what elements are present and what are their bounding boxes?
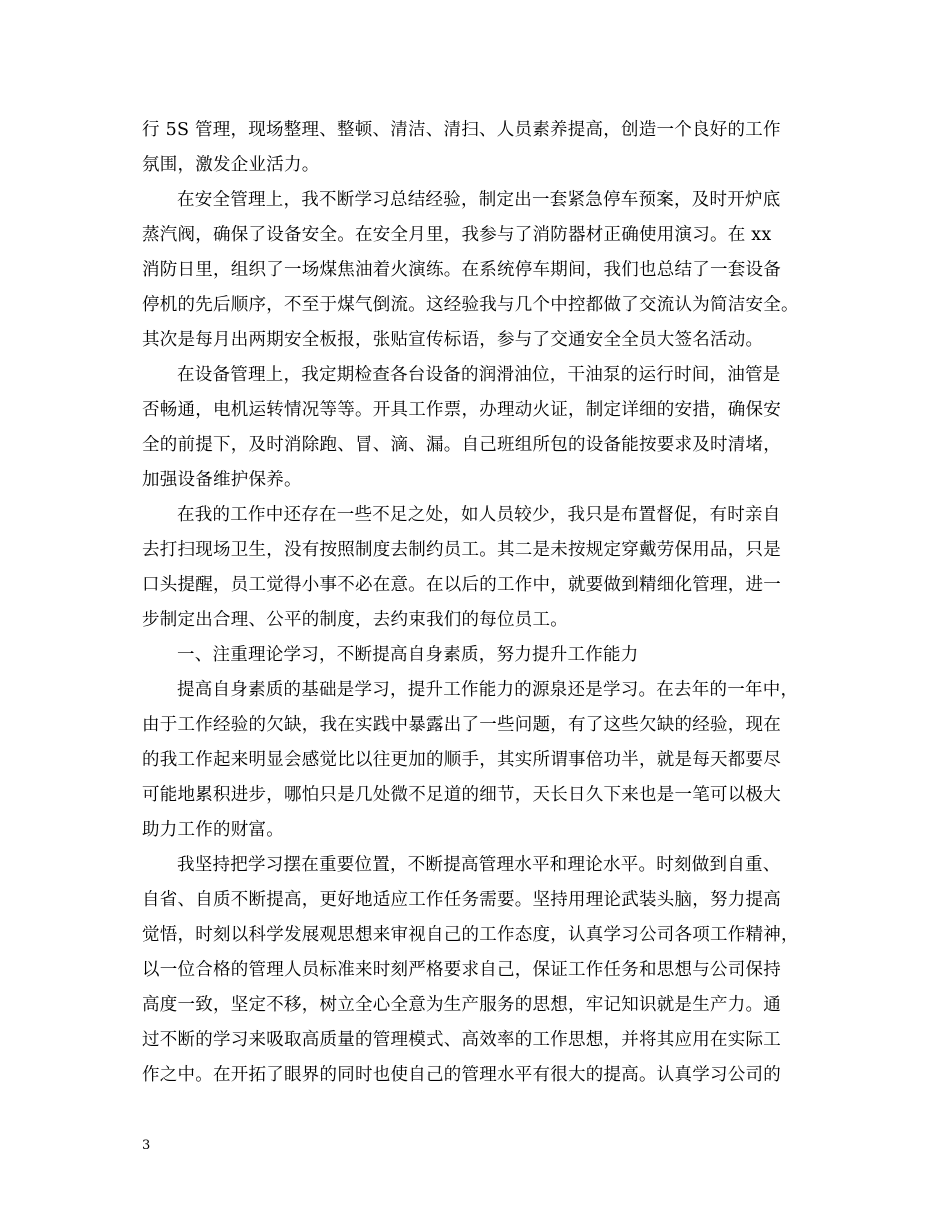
text-line: 觉悟，时刻以科学发展观思想来审视自己的工作态度，认真学习公司各项工作精神，: [142, 925, 799, 945]
paragraph-start-line: 在安全管理上，我不断学习总结经验，制定出一套紧急停车预案，及时开炉底: [177, 190, 781, 210]
text-line: 行 5S 管理，现场整理、整顿、清洁、清扫、人员素养提高，创造一个良好的工作: [142, 120, 781, 140]
text-line: 全的前提下，及时消除跑、冒、滴、漏。自己班组所包的设备能按要求及时清堵，: [142, 435, 781, 455]
text-line: 助力工作的财富。: [142, 820, 284, 840]
section-heading: 一、注重理论学习，不断提高自身素质，努力提升工作能力: [177, 645, 639, 665]
text-line: 步制定出合理、公平的制度，去约束我们的每位员工。: [142, 610, 568, 630]
text-line: 停机的先后顺序，不至于煤气倒流。这经验我与几个中控都做了交流认为简洁安全。: [142, 295, 799, 315]
text-line: 去打扫现场卫生，没有按照制度去制约员工。其二是未按规定穿戴劳保用品，只是: [142, 540, 781, 560]
text-line: 加强设备维护保养。: [142, 470, 302, 490]
paragraph-start-line: 在设备管理上，我定期检查各台设备的润滑油位，干油泵的运行时间，油管是: [177, 365, 781, 385]
text-line: 氛围，激发企业活力。: [142, 155, 320, 175]
text-line: 过不断的学习来吸取高质量的管理模式、高效率的工作思想，并将其应用在实际工: [142, 1030, 781, 1050]
text-line: 蒸汽阀，确保了设备安全。在安全月里，我参与了消防器材正确使用演习。在 xx: [142, 225, 772, 245]
text-line: 高度一致，坚定不移，树立全心全意为生产服务的思想，牢记知识就是生产力。通: [142, 995, 781, 1015]
text-line: 自省、自质不断提高，更好地适应工作任务需要。坚持用理论武装头脑，努力提高: [142, 890, 781, 910]
text-line: 其次是每月出两期安全板报，张贴宣传标语，参与了交通安全全员大签名活动。: [142, 330, 764, 350]
text-line: 以一位合格的管理人员标准来时刻严格要求自己，保证工作任务和思想与公司保持: [142, 960, 781, 980]
text-line: 否畅通，电机运转情况等等。开具工作票，办理动火证，制定详细的安措，确保安: [142, 400, 781, 420]
text-line: 的我工作起来明显会感觉比以往更加的顺手，其实所谓事倍功半，就是每天都要尽: [142, 750, 781, 770]
paragraph-start-line: 提高自身素质的基础是学习，提升工作能力的源泉还是学习。在去年的一年中，: [177, 680, 799, 700]
text-line: 可能地累积进步，哪怕只是几处微不足道的细节，天长日久下来也是一笔可以极大: [142, 785, 781, 805]
text-line: 消防日里，组织了一场煤焦油着火演练。在系统停车期间，我们也总结了一套设备: [142, 260, 781, 280]
text-line: 口头提醒，员工觉得小事不必在意。在以后的工作中，就要做到精细化管理，进一: [142, 575, 781, 595]
paragraph-start-line: 在我的工作中还存在一些不足之处，如人员较少，我只是布置督促，有时亲自: [177, 505, 781, 525]
page-number: 3: [142, 1138, 151, 1153]
text-line: 作之中。在开拓了眼界的同时也使自己的管理水平有很大的提高。认真学习公司的: [142, 1065, 781, 1085]
paragraph-start-line: 我坚持把学习摆在重要位置，不断提高管理水平和理论水平。时刻做到自重、: [177, 855, 781, 875]
text-line: 由于工作经验的欠缺，我在实践中暴露出了一些问题，有了这些欠缺的经验，现在: [142, 715, 781, 735]
